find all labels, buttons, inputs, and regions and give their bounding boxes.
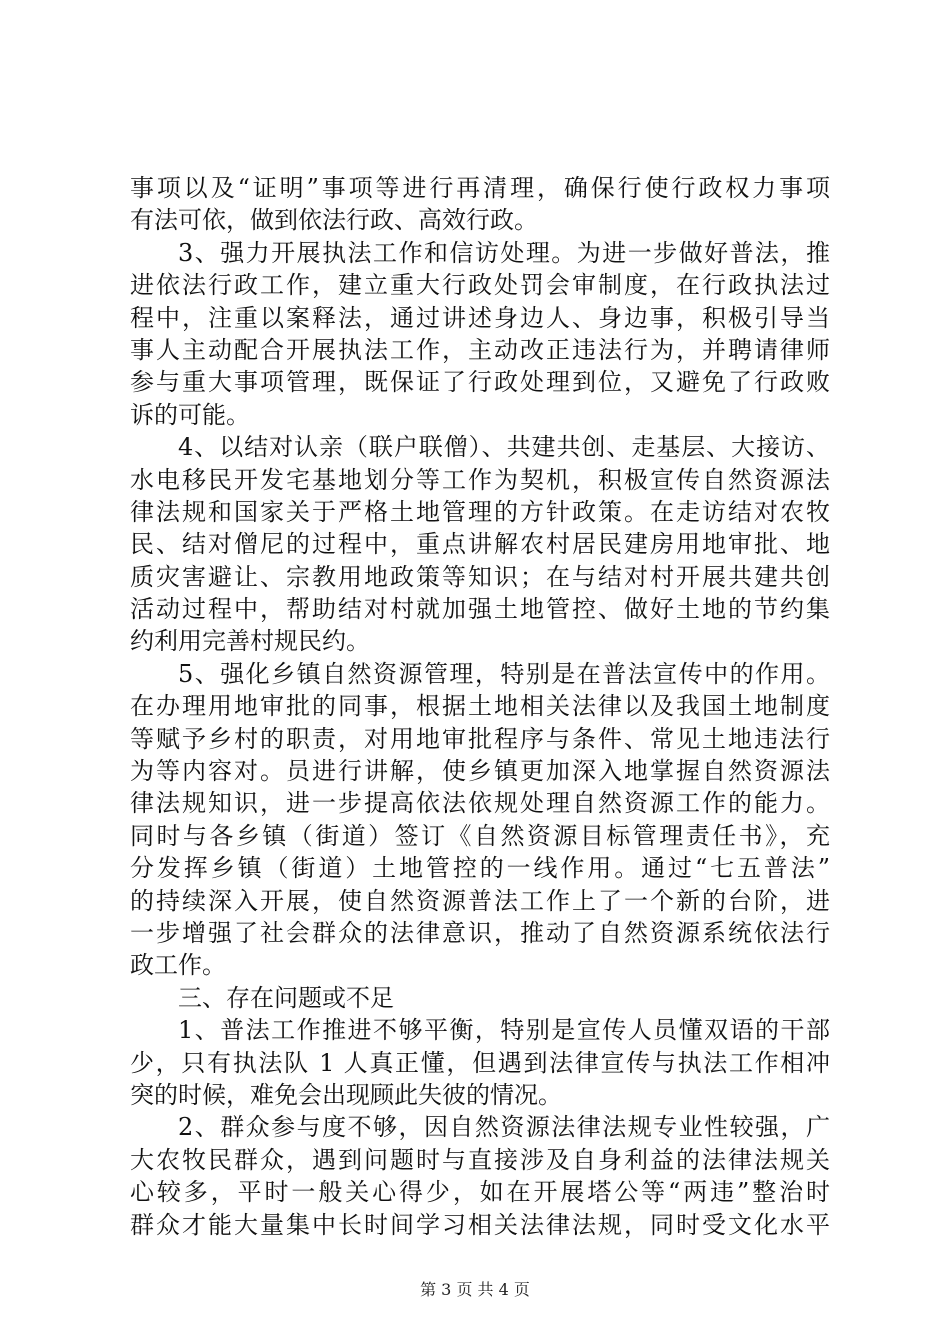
section-heading: 三、存在问题或不足 bbox=[178, 983, 394, 1012]
text-line: 参与重大事项管理，既保证了行政处理到位，又避免了行政败 bbox=[130, 368, 830, 397]
text-line: 2、群众参与度不够，因自然资源法律法规专业性较强，广 bbox=[178, 1113, 830, 1142]
text-line: 有法可依，做到依法行政、高效行政。 bbox=[130, 206, 538, 235]
text-line: 分发挥乡镇（街道）土地管控的一线作用。通过“七五普法” bbox=[130, 854, 830, 883]
text-line: 突的时候，难免会出现顾此失彼的情况。 bbox=[130, 1080, 562, 1109]
text-line: 诉的可能。 bbox=[130, 400, 250, 429]
document-body bbox=[130, 172, 830, 1241]
text-line: 事人主动配合开展执法工作，主动改正违法行为，并聘请律师 bbox=[130, 335, 830, 364]
text-line: 事项以及“证明”事项等进行再清理，确保行使行政权力事项 bbox=[130, 174, 830, 202]
text-line: 约利用完善村规民约。 bbox=[130, 627, 370, 656]
text-line: 少，只有执法队 1 人真正懂，但遇到法律宣传与执法工作相冲 bbox=[130, 1048, 830, 1077]
text-line: 为等内容对。员进行讲解，使乡镇更加深入地掌握自然资源法 bbox=[130, 757, 830, 786]
text-line: 3、强力开展执法工作和信访处理。为进一步做好普法，推 bbox=[178, 238, 830, 267]
text-line: 4、以结对认亲（联户联僧）、共建共创、走基层、大接访、 bbox=[178, 433, 830, 462]
text-line: 群众才能大量集中长时间学习相关法律法规，同时受文化水平 bbox=[130, 1210, 830, 1239]
text-line: 质灾害避让、宗教用地政策等知识；在与结对村开展共建共创 bbox=[130, 562, 830, 591]
text-line: 律法规知识，进一步提高依法依规处理自然资源工作的能力。 bbox=[130, 789, 830, 818]
text-line: 水电移民开发宅基地划分等工作为契机，积极宣传自然资源法 bbox=[130, 465, 830, 494]
text-line: 律法规和国家关于严格土地管理的方针政策。在走访结对农牧 bbox=[130, 497, 830, 526]
text-line: 程中，注重以案释法，通过讲述身边人、身边事，积极引导当 bbox=[130, 303, 830, 332]
page-number-footer: 第 3 页 共 4 页 bbox=[420, 1280, 530, 1299]
text-line: 大农牧民群众，遇到问题时与直接涉及自身利益的法律法规关 bbox=[130, 1145, 830, 1174]
text-line: 政工作。 bbox=[130, 951, 226, 980]
text-line: 一步增强了社会群众的法律意识，推动了自然资源系统依法行 bbox=[130, 918, 830, 947]
text-line: 同时与各乡镇（街道）签订《自然资源目标管理责任书》，充 bbox=[130, 821, 830, 850]
text-line: 的持续深入开展，使自然资源普法工作上了一个新的台阶，进 bbox=[130, 886, 830, 915]
text-line: 5、强化乡镇自然资源管理，特别是在普法宣传中的作用。 bbox=[178, 659, 830, 688]
text-line: 在办理用地审批的同事，根据土地相关法律以及我国土地制度 bbox=[130, 692, 830, 721]
text-line: 活动过程中，帮助结对村就加强土地管控、做好土地的节约集 bbox=[130, 595, 830, 624]
text-line: 心较多，平时一般关心得少，如在开展塔公等“两违”整治时 bbox=[130, 1178, 830, 1207]
text-line: 民、结对僧尼的过程中，重点讲解农村居民建房用地审批、地 bbox=[130, 530, 830, 559]
text-line: 1、普法工作推进不够平衡，特别是宣传人员懂双语的干部 bbox=[178, 1016, 830, 1045]
text-line: 等赋予乡村的职责，对用地审批程序与条件、常见土地违法行 bbox=[130, 724, 830, 753]
text-line: 进依法行政工作，建立重大行政处罚会审制度，在行政执法过 bbox=[130, 271, 830, 300]
